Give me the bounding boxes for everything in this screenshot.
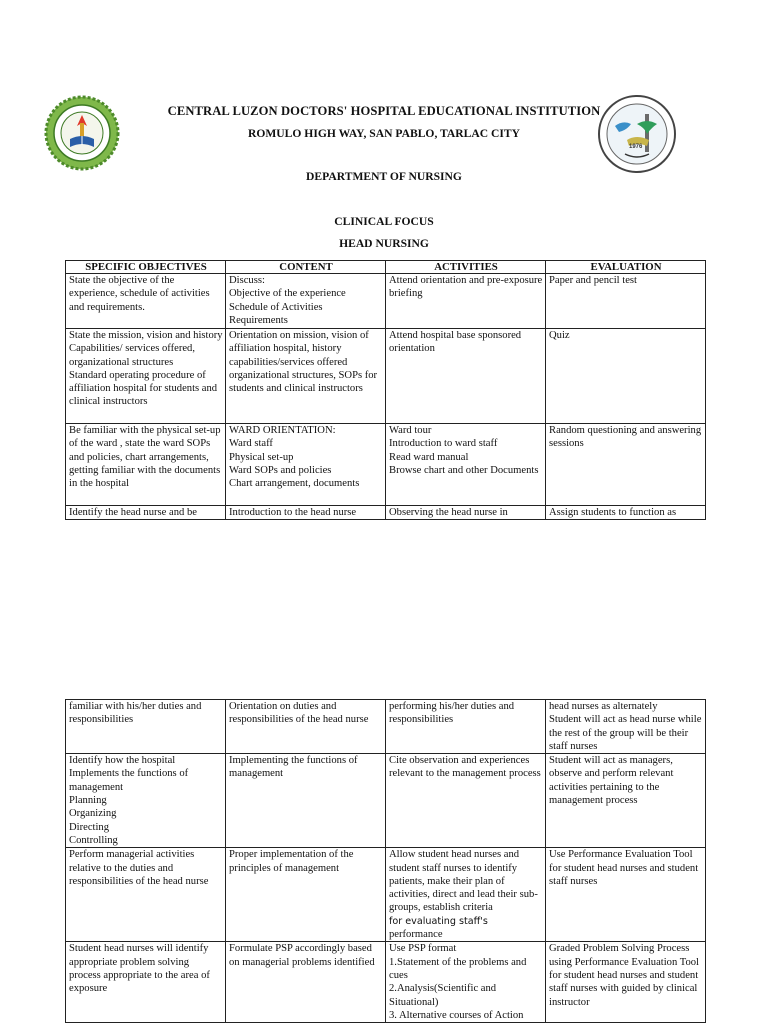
cell-text: Use Performance Evaluation Tool for student head nurses and student staff nurses bbox=[549, 849, 699, 887]
cell-text: Introduction to the head nurse bbox=[229, 507, 357, 518]
department-title: DEPARTMENT OF NURSING bbox=[306, 170, 462, 183]
cell-text: 2.Analysis(Scientific and Situational) bbox=[389, 983, 497, 1008]
cell-text: Requirements bbox=[229, 314, 288, 326]
cell-text: Ward tour bbox=[389, 425, 432, 436]
cell-text: Attend orientation and pre-exposure briefing bbox=[389, 275, 543, 300]
cell-text: 3. Alternative courses of Action bbox=[389, 1009, 524, 1021]
cell-text: Formulate PSP accordingly based on managerial problems identified bbox=[229, 943, 375, 968]
cell-text: State the objective of the experience, schedule of activities and requirements. bbox=[69, 275, 210, 313]
cell-text: Standard operating procedure of affiliation hospital for students and clinical instructors bbox=[69, 369, 218, 408]
cell-objectives bbox=[66, 942, 226, 1023]
curriculum-table-page-2 bbox=[65, 699, 706, 1023]
cell-content bbox=[226, 274, 386, 329]
cell-text: Orientation on mission, vision of affiliation hospital, history capabilities/services offered organizational structures, SOPs for students and clinical instructors bbox=[229, 330, 378, 395]
cell-text: head nurses as alternately bbox=[549, 701, 658, 712]
cell-text: Student will act as managers, observe and perform relevant activities pertaining to the management process bbox=[549, 755, 674, 807]
cell-text: Attend hospital base sponsored orientation bbox=[389, 330, 522, 355]
cell-text: Objective of the experience bbox=[229, 288, 346, 300]
cell-text: Physical set-up bbox=[229, 451, 294, 463]
cell-objectives bbox=[66, 329, 226, 424]
cell-text: Chart arrangement, documents bbox=[229, 478, 360, 490]
cell-text: Ward staff bbox=[229, 438, 273, 450]
cell-text: Read ward manual bbox=[389, 451, 469, 463]
cell-text: Perform managerial activities relative to the duties and responsibilities of the head nurse bbox=[69, 849, 209, 887]
cell-text: Capabilities/ services offered, organizational structures bbox=[69, 343, 196, 368]
cell-objectives bbox=[66, 506, 226, 520]
cell-text: familiar with his/her duties and responsibilities bbox=[69, 701, 202, 726]
table-row bbox=[66, 700, 706, 754]
cell-content bbox=[226, 754, 386, 848]
table-row bbox=[66, 848, 706, 942]
cell-text: Observing the head nurse in bbox=[389, 507, 508, 518]
cell-activities bbox=[386, 274, 546, 329]
table-row bbox=[66, 754, 706, 848]
column-header: ACTIVITIES bbox=[386, 261, 546, 274]
cell-text: for evaluating staff's bbox=[389, 915, 488, 927]
curriculum-table-page-1 bbox=[65, 260, 706, 520]
cell-text: Planning bbox=[69, 795, 107, 807]
cell-text: Use PSP format bbox=[389, 943, 457, 955]
cell-evaluation bbox=[546, 424, 706, 506]
cell-text: Paper and pencil test bbox=[549, 275, 637, 286]
cell-text: Organizing bbox=[69, 808, 117, 820]
cell-evaluation bbox=[546, 754, 706, 848]
cell-text: Allow student head nurses and student staff nurses to identify patients, make their plan of activities, direct and lead their sub-groups, establish criteria bbox=[389, 849, 538, 914]
column-header: CONTENT bbox=[226, 261, 386, 274]
table-row bbox=[66, 506, 706, 520]
cell-text: Proper implementation of the principles of management bbox=[229, 849, 354, 874]
cell-text: performance bbox=[389, 929, 443, 941]
institution-name: CENTRAL LUZON DOCTORS' HOSPITAL EDUCATIONAL INSTITUTION bbox=[167, 104, 601, 118]
table-row bbox=[66, 424, 706, 506]
cell-objectives bbox=[66, 754, 226, 848]
cell-text: Introduction to ward staff bbox=[389, 438, 498, 450]
table-row bbox=[66, 329, 706, 424]
cell-content bbox=[226, 329, 386, 424]
cell-objectives bbox=[66, 274, 226, 329]
cell-content bbox=[226, 942, 386, 1023]
cell-evaluation bbox=[546, 274, 706, 329]
cell-activities bbox=[386, 754, 546, 848]
cell-text: Controlling bbox=[69, 834, 118, 846]
cell-text: Quiz bbox=[549, 330, 570, 341]
cell-content bbox=[226, 506, 386, 520]
cell-activities bbox=[386, 942, 546, 1023]
institution-address: ROMULO HIGH WAY, SAN PABLO, TARLAC CITY bbox=[247, 127, 521, 140]
cell-text: Graded Problem Solving Process using Performance Evaluation Tool for student head nurses and student staff nurses with guided by clinical instructor bbox=[549, 943, 699, 1008]
cell-text: Cite observation and experiences relevant to the management process bbox=[389, 755, 541, 780]
cell-text: Implements the functions of management bbox=[69, 768, 189, 793]
cell-text: 1.Statement of the problems and cues bbox=[389, 956, 527, 981]
cell-evaluation bbox=[546, 700, 706, 754]
cell-objectives bbox=[66, 424, 226, 506]
topic-title: HEAD NURSING bbox=[339, 237, 429, 250]
cell-text: Random questioning and answering sessions bbox=[549, 425, 702, 450]
table-row bbox=[66, 274, 706, 329]
cell-text: Orientation on duties and responsibilities of the head nurse bbox=[229, 701, 369, 726]
cell-objectives bbox=[66, 848, 226, 942]
cell-text: Browse chart and other Documents bbox=[389, 464, 539, 476]
cell-evaluation bbox=[546, 506, 706, 520]
seal-year: 1976 bbox=[629, 144, 643, 150]
cell-text: Discuss: bbox=[229, 275, 265, 286]
cell-activities bbox=[386, 700, 546, 754]
cell-activities bbox=[386, 424, 546, 506]
cell-text: Implementing the functions of management bbox=[229, 755, 358, 780]
cell-objectives bbox=[66, 700, 226, 754]
clinical-focus-label: CLINICAL FOCUS bbox=[334, 215, 434, 228]
cell-text: Student head nurses will identify appropriate problem solving process appropriate to the area of exposure bbox=[69, 943, 210, 995]
cell-text: WARD ORIENTATION: bbox=[229, 425, 336, 436]
cell-text: State the mission, vision and history bbox=[69, 330, 223, 341]
table-row bbox=[66, 942, 706, 1023]
cell-text: Student will act as head nurse while the rest of the group will be their staff nurses bbox=[549, 714, 702, 752]
cell-activities bbox=[386, 848, 546, 942]
cell-text: Ward SOPs and policies bbox=[229, 464, 332, 476]
cell-text: Identify how the hospital bbox=[69, 755, 176, 767]
cell-text: Be familiar with the physical set-up of the ward , state the ward SOPs and policies, chart arrangements, getting familiar with the documents in the hospital bbox=[69, 425, 221, 490]
cell-text: Assign students to function as bbox=[549, 507, 677, 518]
cell-activities bbox=[386, 506, 546, 520]
cell-text: Schedule of Activities bbox=[229, 301, 323, 313]
cell-text: Identify the head nurse and be bbox=[69, 507, 197, 518]
cell-evaluation bbox=[546, 329, 706, 424]
cell-text: performing his/her duties and responsibilities bbox=[389, 701, 515, 726]
cell-content bbox=[226, 424, 386, 506]
column-header: EVALUATION bbox=[546, 261, 706, 274]
column-header: SPECIFIC OBJECTIVES bbox=[66, 261, 226, 274]
cell-evaluation bbox=[546, 848, 706, 942]
cell-activities bbox=[386, 329, 546, 424]
cell-content bbox=[226, 848, 386, 942]
cell-evaluation bbox=[546, 942, 706, 1023]
cell-text: Directing bbox=[69, 821, 110, 833]
cell-content bbox=[226, 700, 386, 754]
